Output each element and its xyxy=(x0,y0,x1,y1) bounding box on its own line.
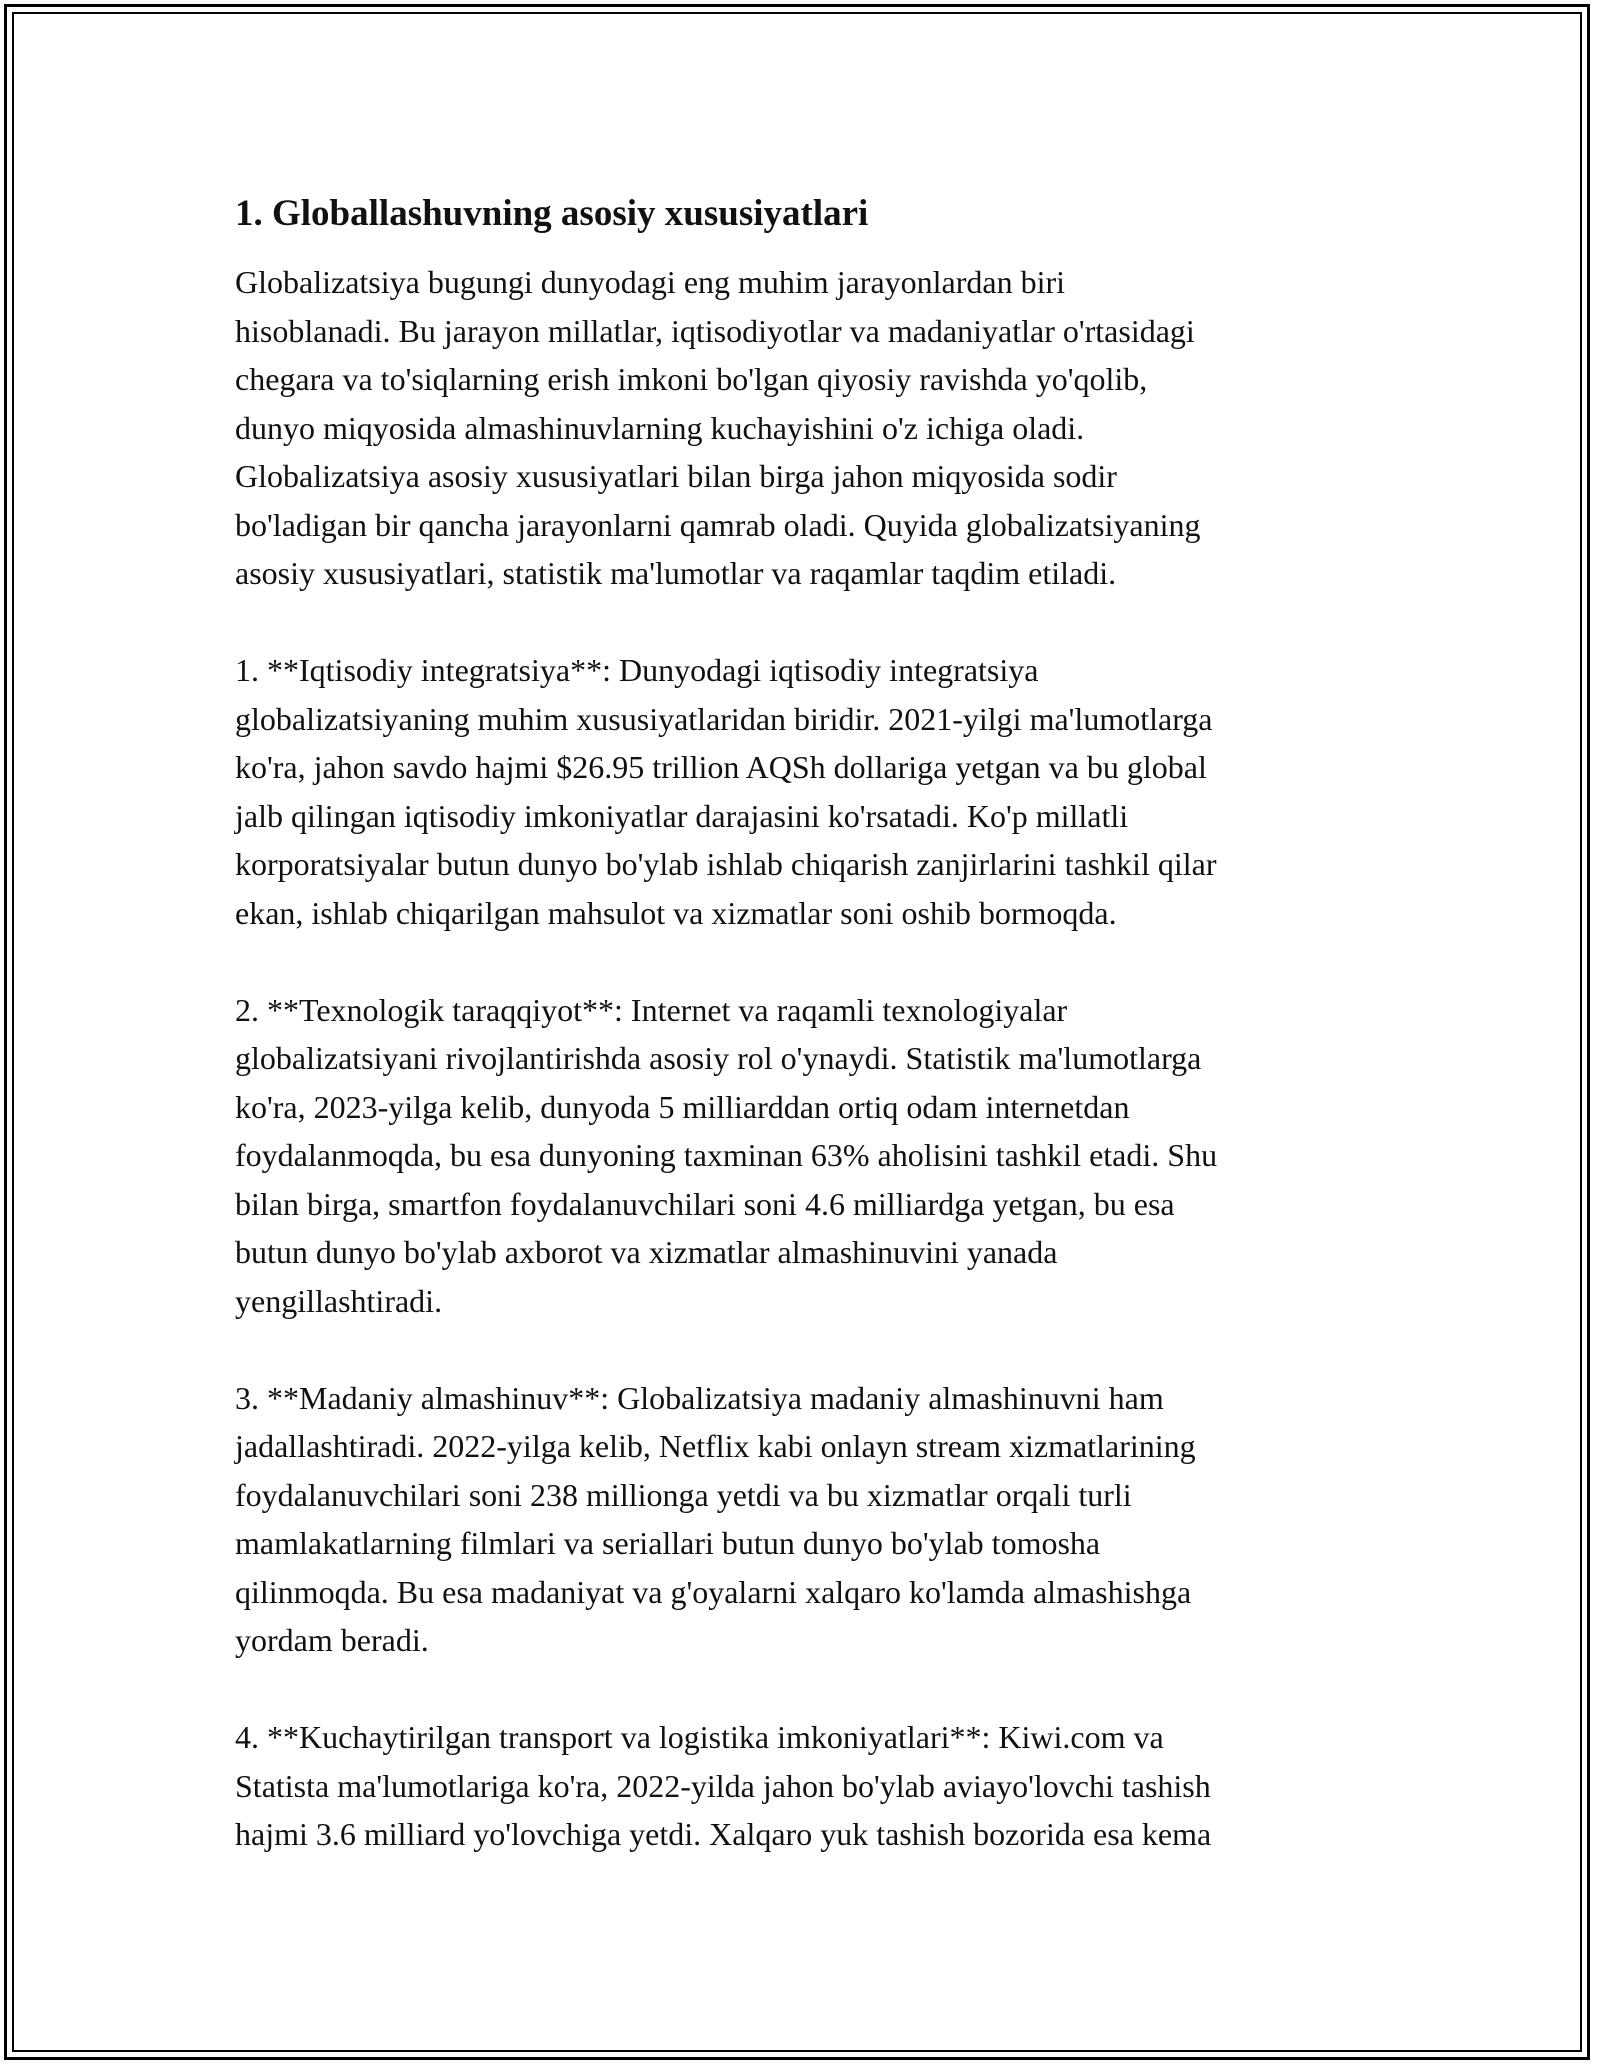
paragraph-spacer xyxy=(235,1665,1375,1714)
paragraph-transport-logistics: 4. **Kuchaytirilgan transport va logistika imkoniyatlari**: Kiwi.com va Statista ma'lumotlariga ko'ra, 2022-yilda jahon bo'ylab aviayo'lovchi tashish hajmi 3.6 milliard yo'lovchiga yetdi. Xalqaro yuk tashish bozorida esa kema xyxy=(235,1719,1212,1853)
paragraph-spacer xyxy=(235,598,1375,647)
intro-paragraph: Globalizatsiya bugungi dunyodagi eng muhim jarayonlardan biri hisoblanadi. Bu jarayon millatlar, iqtisodiyotlar va madaniyatlar o'rtasidagi chegara va to'siqlarning erish imkoni bo'lgan qiyosiy ravishda yo'qolib, dunyo miqyosida almashinuvlarning kuchayishini o'z ichiga oladi. Globalizatsiya asosiy xususiyatlari bilan birga jahon miqyosida sodir bo'ladigan bir qancha jarayonlarni qamrab oladi. Quyida globalizatsiyaning asosiy xususiyatlari, statistik ma'lumotlar va raqamlar taqdim etiladi. xyxy=(235,264,1201,592)
paragraph-cultural-exchange: 3. **Madaniy almashinuv**: Globalizatsiya madaniy almashinuvni ham jadallashtiradi. 2022-yilga kelib, Netflix kabi onlayn stream xizmatlarining foydalanuvchilari soni 238 millionga yetdi va bu xizmatlar orqali turli mamlakatlarning filmlari va seriallari butun dunyo bo'ylab tomosha qilinmoqda. Bu esa madaniyat va g'oyalarni xalqaro ko'lamda almashishga yordam beradi. xyxy=(235,1379,1196,1659)
document-body xyxy=(235,190,1375,1859)
paragraph-economic-integration: 1. **Iqtisodiy integratsiya**: Dunyodagi iqtisodiy integratsiya globalizatsiyaning muhim xususiyatlaridan biridir. 2021-yilgi ma'lumotlarga ko'ra, jahon savdo hajmi $26.95 trillion AQSh dollariga yetgan va bu global jalb qilingan iqtisodiy imkoniyatlar darajasini ko'rsatadi. Ko'p millatli korporatsiyalar butun dunyo bo'ylab ishlab chiqarish zanjirlarini tashkil qilar ekan, ishlab chiqarilgan mahsulot va xizmatlar soni oshib bormoqda. xyxy=(235,652,1217,931)
paragraph-spacer xyxy=(235,937,1375,986)
section-heading: 1. Globallashuvning asosiy xususiyatlari xyxy=(235,193,869,234)
paragraph-technological-progress: 2. **Texnologik taraqqiyot**: Internet va raqamli texnologiyalar globalizatsiyani rivojlantirishda asosiy rol o'ynaydi. Statistik ma'lumotlarga ko'ra, 2023-yilga kelib, dunyoda 5 milliarddan ortiq odam internetdan foydalanmoqda, bu esa dunyoning taxminan 63% aholisini tashkil etadi. Shu bilan birga, smartfon foydalanuvchilari soni 4.6 milliardga yetgan, bu esa butun dunyo bo'ylab axborot va xizmatlar almashinuvini yanada yengillashtiradi. xyxy=(235,991,1218,1319)
paragraph-spacer xyxy=(235,1325,1375,1374)
